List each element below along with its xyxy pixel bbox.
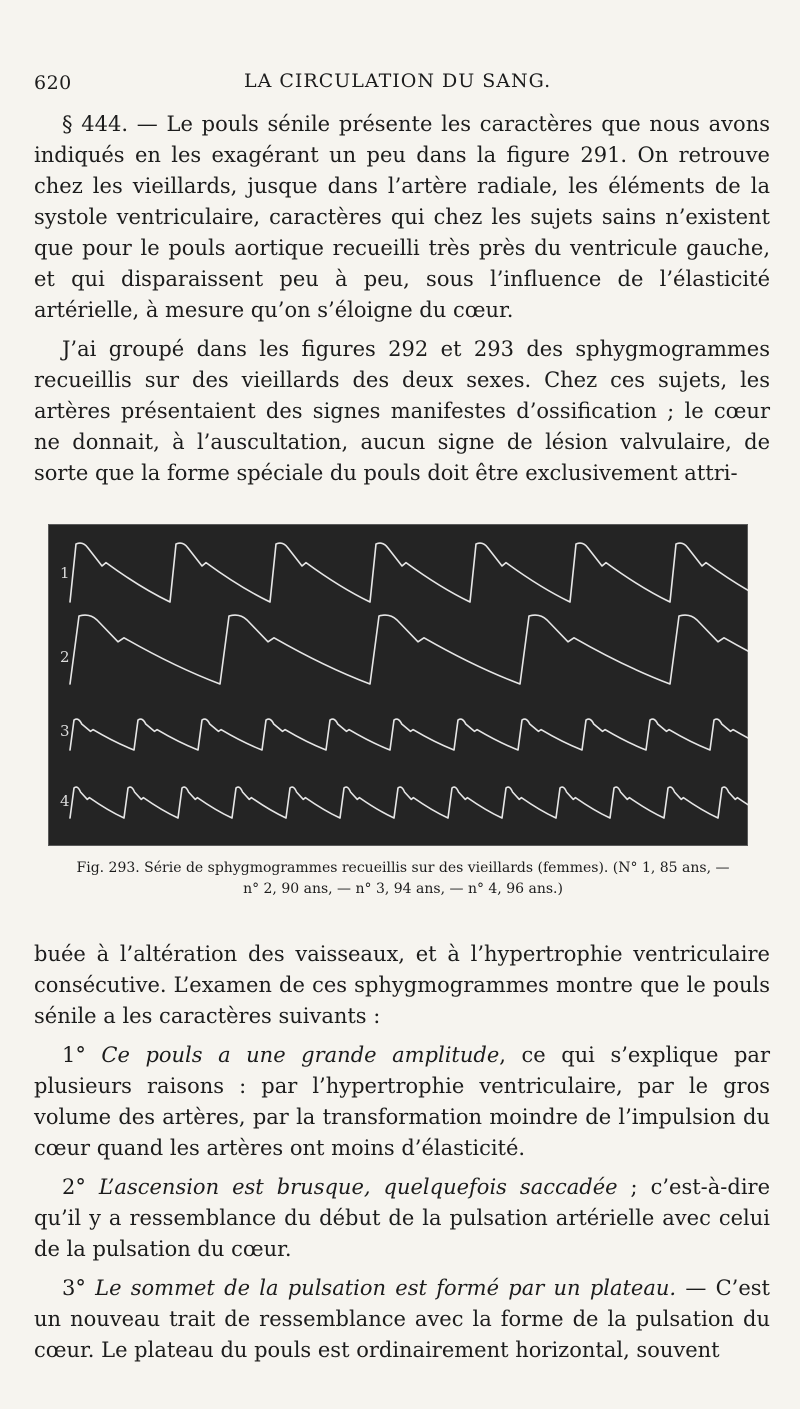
point-1-number: 1°	[62, 1043, 102, 1067]
point-1-heading: Ce pouls a une grande amplitude	[101, 1043, 500, 1067]
point-2-heading: L’ascension est brusque, quelquefois saccadée	[98, 1175, 618, 1199]
point-1	[34, 1040, 770, 1164]
point-1-text: , ce qui s’explique par plusieurs raisons : par l’hypertrophie ventriculaire, par le gros volume des artères, par la transformation moindre de l’impulsion du cœur quand les artères ont moins d’élasticité.	[34, 1043, 770, 1160]
trace-3	[70, 719, 748, 750]
body-text-top	[34, 109, 770, 489]
point-2	[34, 1172, 770, 1265]
trace-1	[70, 543, 748, 602]
figure-caption	[48, 858, 758, 900]
running-title: LA CIRCULATION DU SANG.	[244, 70, 552, 92]
page-header	[34, 66, 766, 102]
paragraph-figures-292-293: J’ai groupé dans les figures 292 et 293 des sphygmogrammes recueillis sur des vieillards des deux sexes. Chez ces sujets, les artères présentaient des signes manifestes d’ossification ; le cœur ne donnait, à l’auscultation, aucun signe de lésion valvulaire, de sorte que la forme spéciale du pouls doit être exclusivement attri-	[34, 337, 770, 485]
trace-label-4: 4	[60, 792, 70, 810]
point-2-text: ; c’est-à-dire qu’il y a ressemblance du début de la pulsation artérielle avec celui de la pulsation du cœur.	[34, 1175, 771, 1261]
point-3-heading: Le sommet de la pulsation est formé par un plateau.	[95, 1276, 677, 1300]
trace-2	[70, 615, 748, 684]
trace-label-1: 1	[60, 564, 70, 582]
trace-label-3: 3	[60, 722, 70, 740]
page-number: 620	[34, 72, 72, 94]
paragraph-continuation: buée à l’altération des vaisseaux, et à l’hypertrophie ventriculaire consécutive. L’examen de ces sphygmogrammes montre que le pouls sénile a les caractères suivants :	[34, 942, 770, 1028]
point-3	[34, 1273, 770, 1366]
caption-line-1: Fig. 293. Série de sphygmogrammes recueillis sur des vieillards (femmes). (N° 1, 85 ans, —	[76, 860, 730, 876]
paragraph-444: § 444. — Le pouls sénile présente les caractères que nous avons indiqués en les exagérant un peu dans la figure 291. On retrouve chez les vieillards, jusque dans l’artère radiale, les éléments de la systole ventriculaire, caractères qui chez les sujets sains n’existent que pour le pouls aortique recueilli très près du ventricule gauche, et qui disparaissent peu à peu, sous l’influence de l’élasticité artérielle, à mesure qu’on s’éloigne du cœur.	[34, 112, 770, 322]
point-3-number: 3°	[62, 1276, 96, 1300]
body-text-bottom	[34, 939, 770, 1366]
point-2-number: 2°	[62, 1175, 99, 1199]
caption-line-2: n° 2, 90 ans, — n° 3, 94 ans, — n° 4, 96 ans.)	[243, 881, 563, 897]
trace-label-2: 2	[60, 648, 70, 666]
sphygmogram-figure	[48, 524, 748, 846]
sphygmogram-traces	[48, 524, 748, 846]
trace-4	[70, 787, 748, 818]
point-3-text: — C’est un nouveau trait de ressemblance avec la forme de la pulsation du cœur. Le plateau du pouls est ordinairement horizontal, souvent	[34, 1276, 770, 1362]
